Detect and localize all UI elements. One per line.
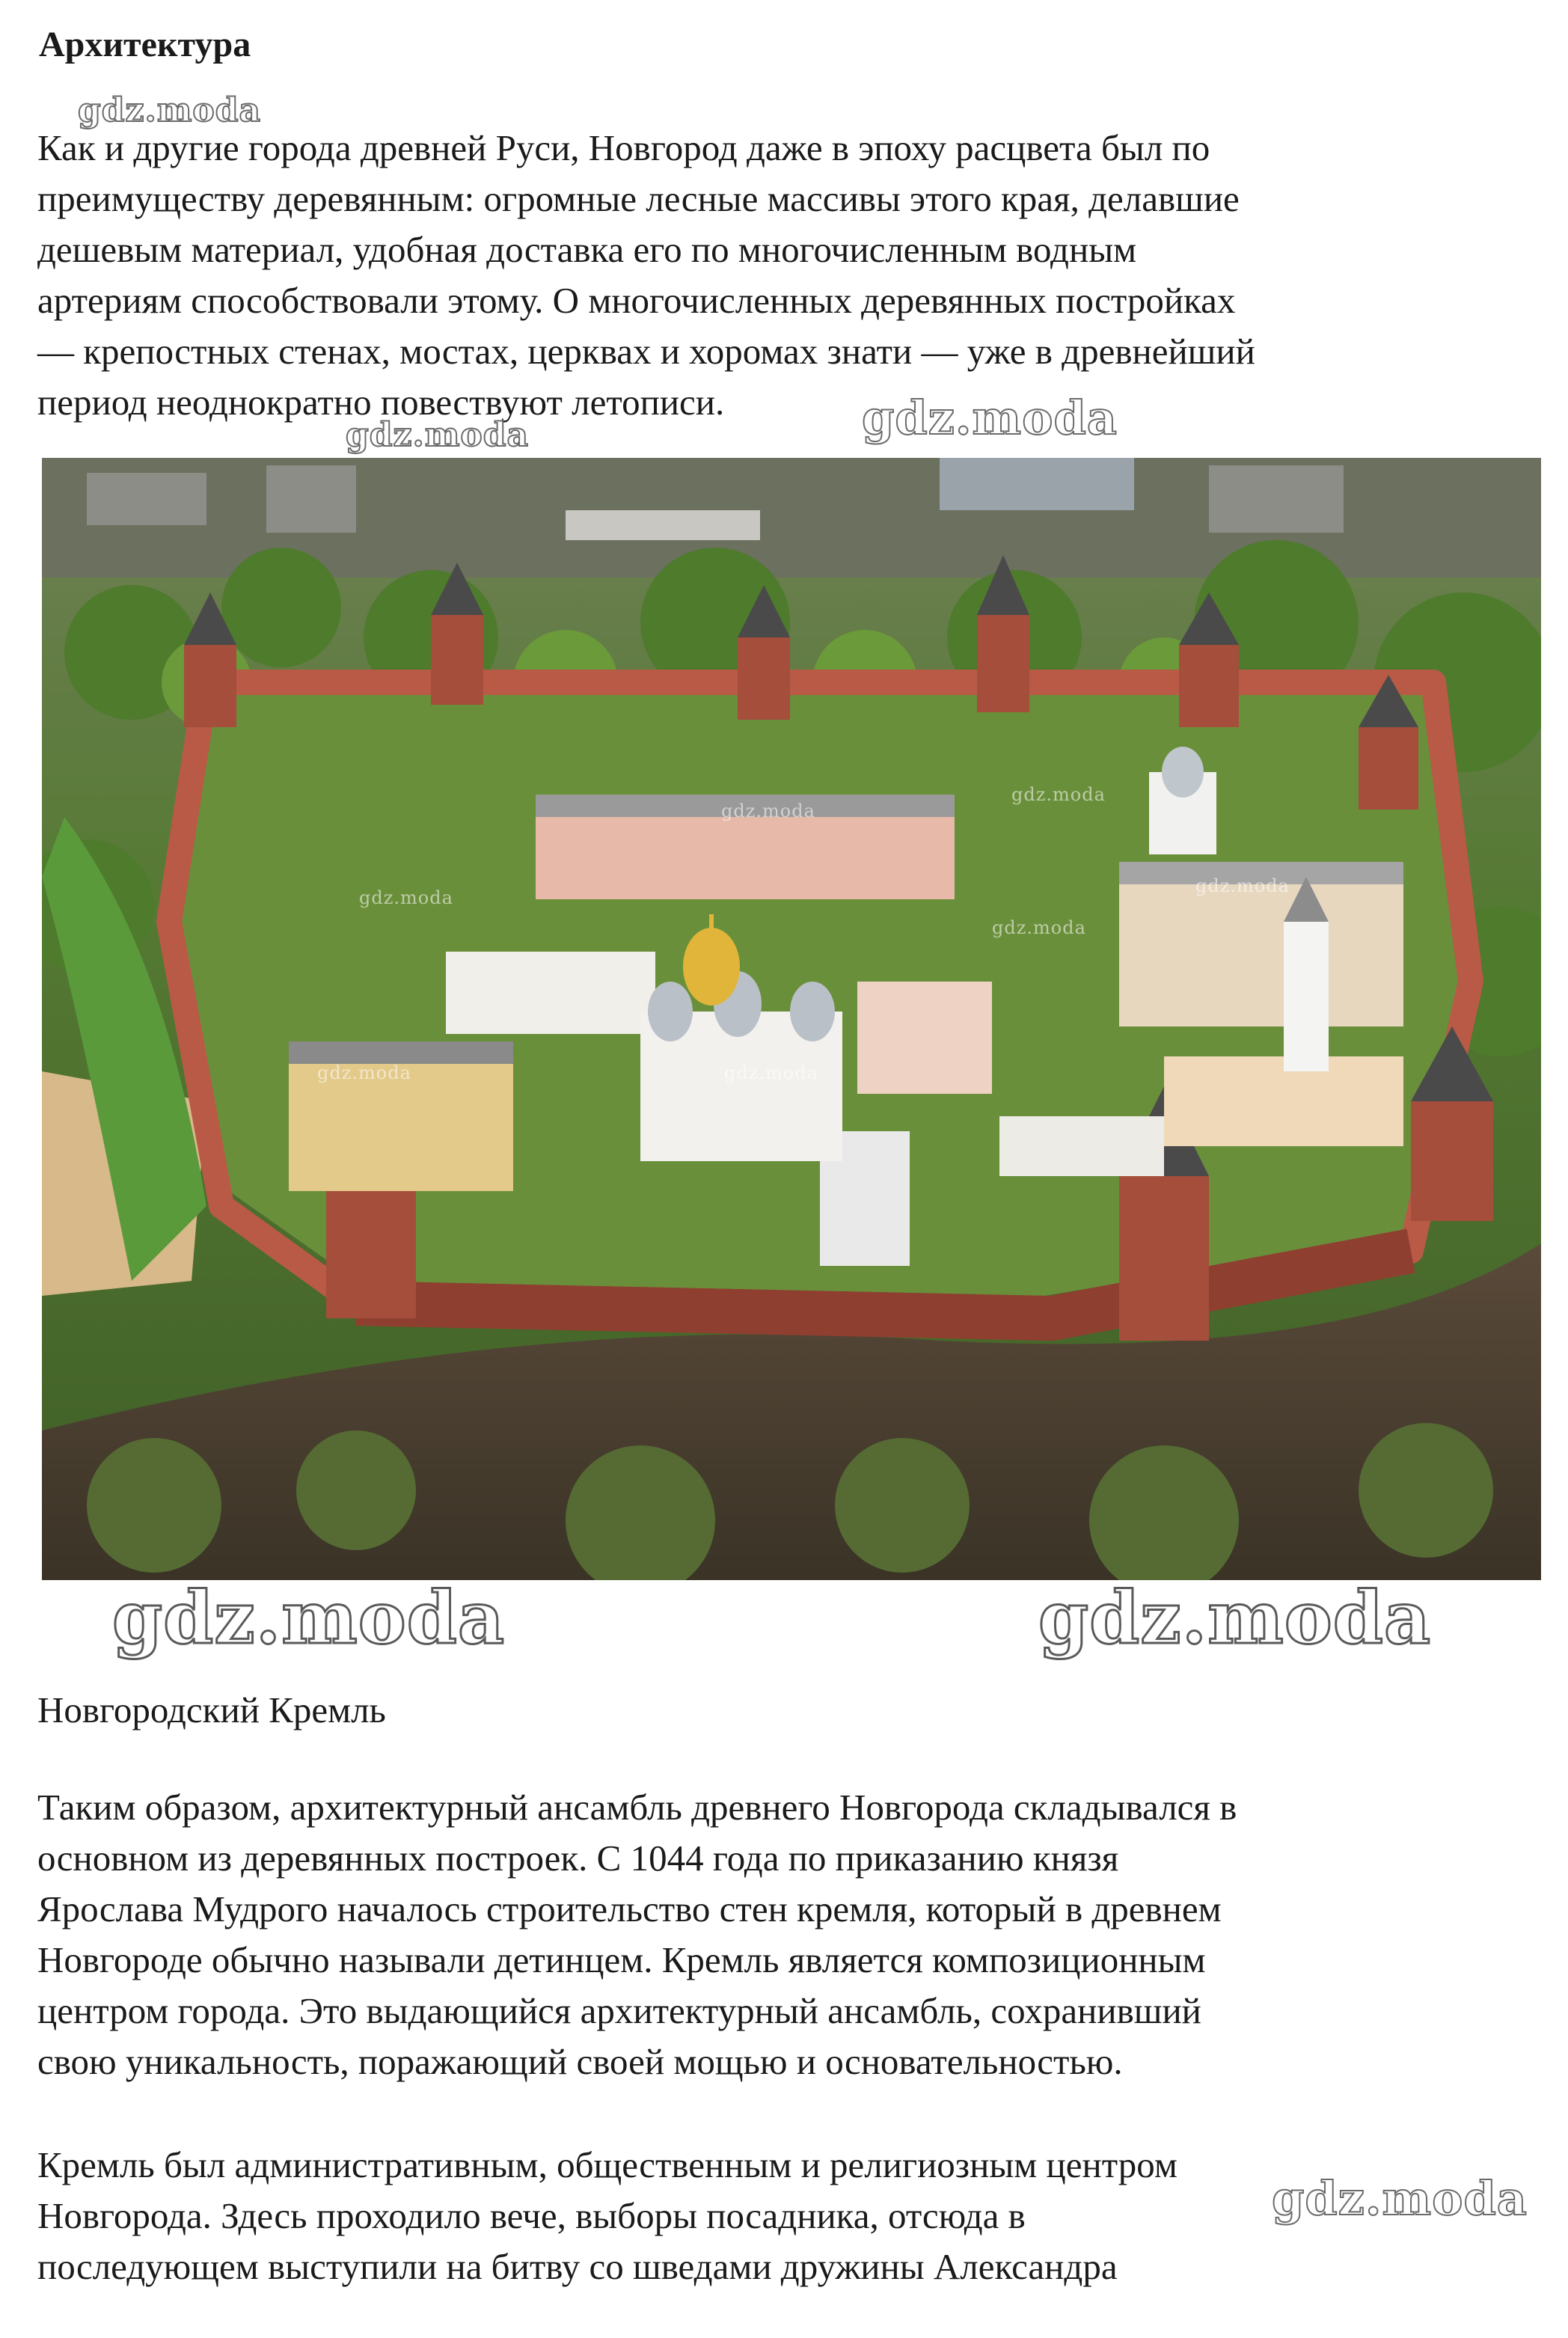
paragraph-line: дешевым материал, удобная доставка его по многочисленным водным bbox=[37, 229, 1137, 270]
paragraph-line: Новгорода. Здесь проходило вече, выборы посадника, отсюда в bbox=[37, 2195, 1026, 2236]
paragraph-line: Новгороде обычно называли детинцем. Кремль является композиционным bbox=[37, 1939, 1206, 1980]
watermark: gdz.moda bbox=[317, 1062, 411, 1083]
paragraph-line: преимуществу деревянным: огромные лесные массивы этого края, делавшие bbox=[37, 178, 1240, 219]
watermark: gdz.moda bbox=[346, 416, 530, 454]
kremlin-illustration bbox=[42, 458, 1541, 1580]
watermark: gdz.moda bbox=[1038, 1576, 1432, 1660]
paragraph-line: последующем выступили на битву со шведами дружины Александра bbox=[37, 2246, 1118, 2287]
watermark: gdz.moda bbox=[1272, 2171, 1528, 2226]
paragraph-line: основном из деревянных построек. С 1044 года по приказанию князя bbox=[37, 1837, 1119, 1879]
watermark: gdz.moda bbox=[359, 887, 453, 908]
watermark: gdz.moda bbox=[1195, 875, 1290, 896]
paragraph-line: — крепостных стенах, мостах, церквах и хоромах знати — уже в древнейший bbox=[37, 331, 1255, 372]
paragraph-line: Таким образом, архитектурный ансамбль древнего Новгорода складывался в bbox=[37, 1787, 1237, 1828]
paragraph-line: центром города. Это выдающийся архитектурный ансамбль, сохранивший bbox=[37, 1990, 1201, 2031]
watermark: gdz.moda bbox=[721, 801, 815, 821]
paragraph-line: Ярослава Мудрого началось строительство стен кремля, который в древнем bbox=[37, 1888, 1222, 1930]
page-heading: Архитектура bbox=[39, 25, 251, 64]
image-caption: Новгородский Кремль bbox=[37, 1689, 386, 1730]
paragraph-line: Как и другие города древней Руси, Новгород даже в эпоху расцвета был по bbox=[37, 127, 1210, 168]
watermark: gdz.moda bbox=[724, 1062, 818, 1083]
watermark: gdz.moda bbox=[78, 91, 262, 129]
watermark: gdz.moda bbox=[992, 917, 1086, 938]
paragraph-intro bbox=[37, 123, 1526, 428]
watermark: gdz.moda bbox=[1011, 784, 1106, 805]
paragraph-center bbox=[37, 2140, 1526, 2292]
paragraph-line: артериям способствовали этому. О многочисленных деревянных постройках bbox=[37, 280, 1236, 321]
paragraph-line: Кремль был административным, общественным и религиозным центром bbox=[37, 2144, 1177, 2185]
watermark: gdz.moda bbox=[112, 1576, 506, 1660]
watermark: gdz.moda bbox=[862, 391, 1118, 445]
paragraph-line: период неоднократно повествуют летописи. bbox=[37, 382, 725, 423]
paragraph-ensemble bbox=[37, 1782, 1526, 2087]
kremlin-photo bbox=[42, 458, 1541, 1580]
paragraph-line: свою уникальность, поражающий своей мощью и основательностью. bbox=[37, 2041, 1123, 2082]
